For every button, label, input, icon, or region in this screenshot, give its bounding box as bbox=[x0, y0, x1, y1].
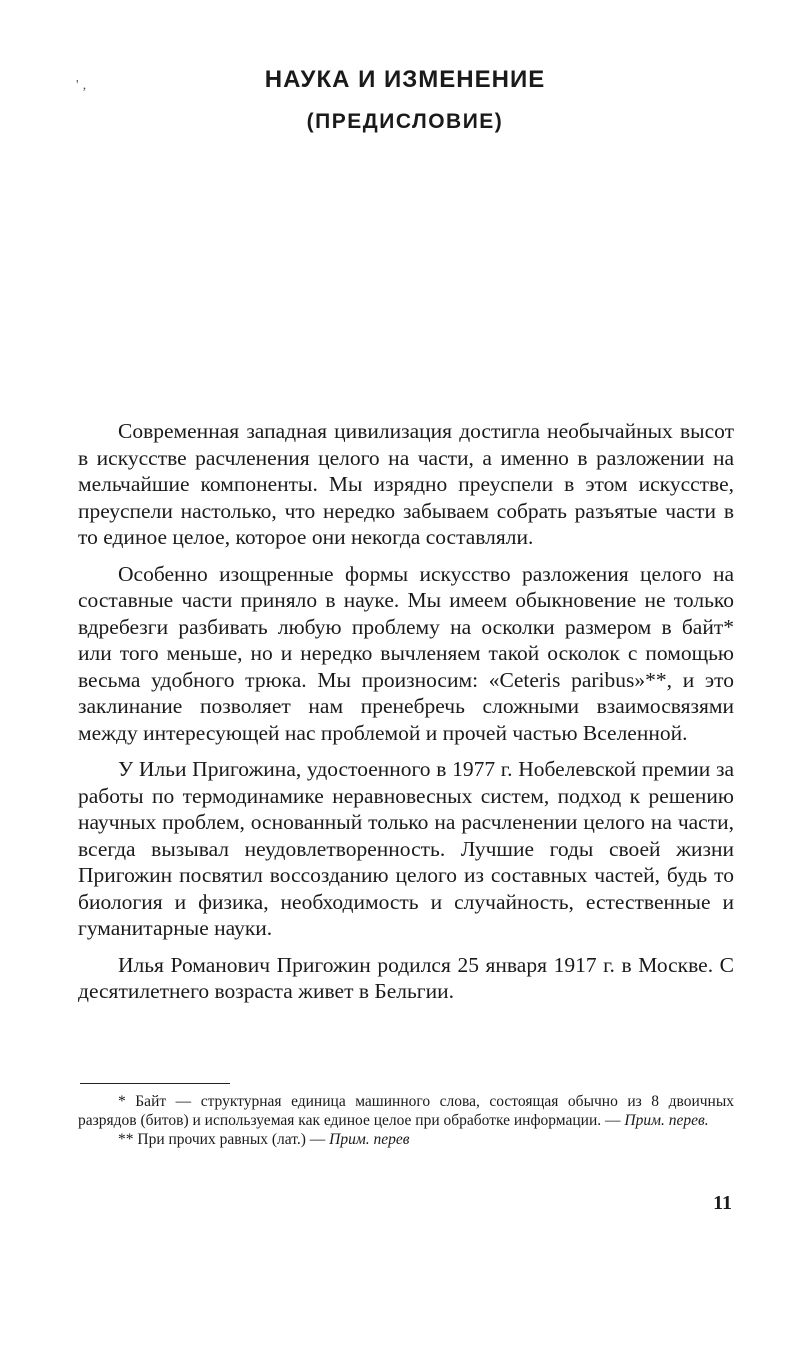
footnote-divider bbox=[80, 1083, 230, 1084]
footnote-1 bbox=[78, 1092, 734, 1130]
footnotes bbox=[78, 1092, 734, 1149]
footnote-2-text: ** При прочих равных (лат.) — bbox=[118, 1131, 330, 1148]
stray-mark: ' ‚ bbox=[76, 78, 87, 93]
paragraph-2: Особенно изощренные формы искусство разложения целого на составные части приняло в науке. Мы имеем обыкновение не только вдребезги разбивать любую проблему на осколки размером в байт* или того меньше, но и нередко вычленяем такой осколок с помощью весьма удобного трюка. Мы произносим: «Ceteris paribus»**, и это заклинание позволяет нам пренебречь сложными взаимосвязями между интересующей нас проблемой и прочей частью Вселенной. bbox=[78, 561, 734, 745]
footnote-1-annotation: Прим. перев. bbox=[624, 1112, 709, 1129]
paragraph-3: У Ильи Пригожина, удостоенного в 1977 г. Нобелевской премии за работы по термодинамике неравновесных систем, подход к решению научных проблем, основанный только на расчленении целого на части, всегда вызывал неудовлетворенность. Лучшие годы своей жизни Пригожин посвятил воссозданию целого из составных частей, будь то биология и физика, необходимость и случайность, естественные и гуманитарные науки. bbox=[78, 757, 734, 940]
page-number: 11 bbox=[713, 1192, 732, 1214]
body-text bbox=[78, 418, 734, 1005]
chapter-title: НАУКА И ИЗМЕНЕНИЕ bbox=[264, 66, 546, 93]
footnote-1-text: * Байт — структурная единица машинного слова, состоящая обычно из 8 двоичных разрядов (битов) и используемая как единое целое при обработке информации. — bbox=[78, 1093, 734, 1129]
footnote-2 bbox=[78, 1130, 734, 1149]
footnote-2-annotation: Прим. перев bbox=[329, 1131, 410, 1148]
paragraph-4: Илья Романович Пригожин родился 25 января 1917 г. в Москве. С десятилетнего возраста живет в Бельгии. bbox=[78, 952, 734, 1003]
paragraph-1: Современная западная цивилизация достигла необычайных высот в искусстве расчленения целого на части, а именно в разложении на мельчайшие компоненты. Мы изрядно преуспели в этом искусстве, преуспели настолько, что нередко забываем собрать разъятые части в то единое целое, которое они некогда составляли. bbox=[78, 419, 734, 549]
chapter-subtitle: (ПРЕДИСЛОВИЕ) bbox=[306, 110, 504, 133]
